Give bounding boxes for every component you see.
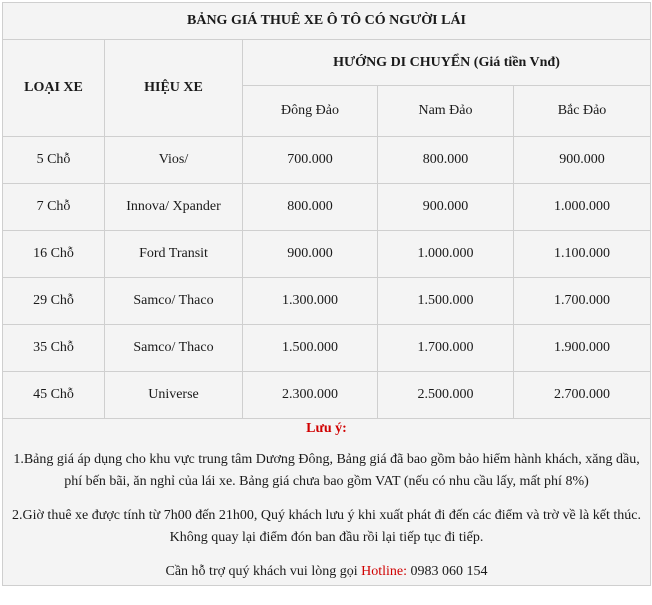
cell-price: 1.900.000	[514, 325, 651, 372]
cell-vehicle-type: 35 Chỗ	[3, 325, 105, 372]
price-table	[2, 2, 651, 586]
table-row	[3, 137, 651, 184]
cell-brand: Vios/	[105, 137, 243, 184]
cell-vehicle-type: 16 Chỗ	[3, 231, 105, 278]
cell-vehicle-type: 45 Chỗ	[3, 372, 105, 419]
header-route-east: Đông Đảo	[243, 86, 378, 137]
notes-section	[3, 419, 651, 586]
notes-title: Lưu ý:	[306, 421, 347, 436]
cell-price: 1.700.000	[378, 325, 514, 372]
table-row	[3, 231, 651, 278]
cell-brand: Universe	[105, 372, 243, 419]
contact-line	[3, 561, 650, 583]
cell-price: 1.000.000	[514, 184, 651, 231]
table-row	[3, 372, 651, 419]
header-vehicle-type: LOẠI XE	[3, 40, 105, 137]
cell-price: 1.500.000	[243, 325, 378, 372]
price-document	[2, 2, 650, 603]
table-row	[3, 325, 651, 372]
cell-price: 1.000.000	[378, 231, 514, 278]
contact-prefix: Cần hỗ trợ quý khách vui lòng gọi	[165, 564, 362, 579]
cell-price: 900.000	[514, 137, 651, 184]
header-route-south: Nam Đảo	[378, 86, 514, 137]
table-row	[3, 184, 651, 231]
cell-price: 1.700.000	[514, 278, 651, 325]
hotline-number[interactable]: 0983 060 154	[407, 564, 488, 579]
cell-price: 2.300.000	[243, 372, 378, 419]
cell-brand: Samco/ Thaco	[105, 325, 243, 372]
cell-vehicle-type: 5 Chỗ	[3, 137, 105, 184]
note-item-2: 2.Giờ thuê xe được tính từ 7h00 đến 21h00, Quý khách lưu ý khi xuất phát đi đến các điểm và trờ về là kết thúc. Không quay lại điểm đón ban đầu rồi lại tiếp tục đi tiếp.	[12, 508, 641, 545]
cell-price: 1.100.000	[514, 231, 651, 278]
header-brand: HIỆU XE	[105, 40, 243, 137]
cell-price: 2.500.000	[378, 372, 514, 419]
cell-vehicle-type: 7 Chỗ	[3, 184, 105, 231]
cell-price: 800.000	[378, 137, 514, 184]
cell-price: 900.000	[378, 184, 514, 231]
table-title: BẢNG GIÁ THUÊ XE Ô TÔ CÓ NGƯỜI LÁI	[3, 3, 651, 40]
cell-price: 2.700.000	[514, 372, 651, 419]
note-item-1: 1.Bảng giá áp dụng cho khu vực trung tâm Dương Đông, Bảng giá đã bao gồm bảo hiểm hành khách, xăng dầu, phí bến bãi, ăn nghỉ của lái xe. Bảng giá chưa bao gồm VAT (nếu có nhu cầu lấy, mất phí 8%)	[13, 452, 640, 489]
header-route-north: Bắc Đảo	[514, 86, 651, 137]
cell-vehicle-type: 29 Chỗ	[3, 278, 105, 325]
hotline-label: Hotline:	[361, 564, 407, 579]
cell-price: 900.000	[243, 231, 378, 278]
cell-brand: Ford Transit	[105, 231, 243, 278]
table-row	[3, 278, 651, 325]
cell-brand: Innova/ Xpander	[105, 184, 243, 231]
cell-price: 800.000	[243, 184, 378, 231]
cell-price: 1.500.000	[378, 278, 514, 325]
cell-price: 1.300.000	[243, 278, 378, 325]
cell-price: 700.000	[243, 137, 378, 184]
header-direction: HƯỚNG DI CHUYỂN (Giá tiền Vnđ)	[243, 40, 651, 86]
cell-brand: Samco/ Thaco	[105, 278, 243, 325]
